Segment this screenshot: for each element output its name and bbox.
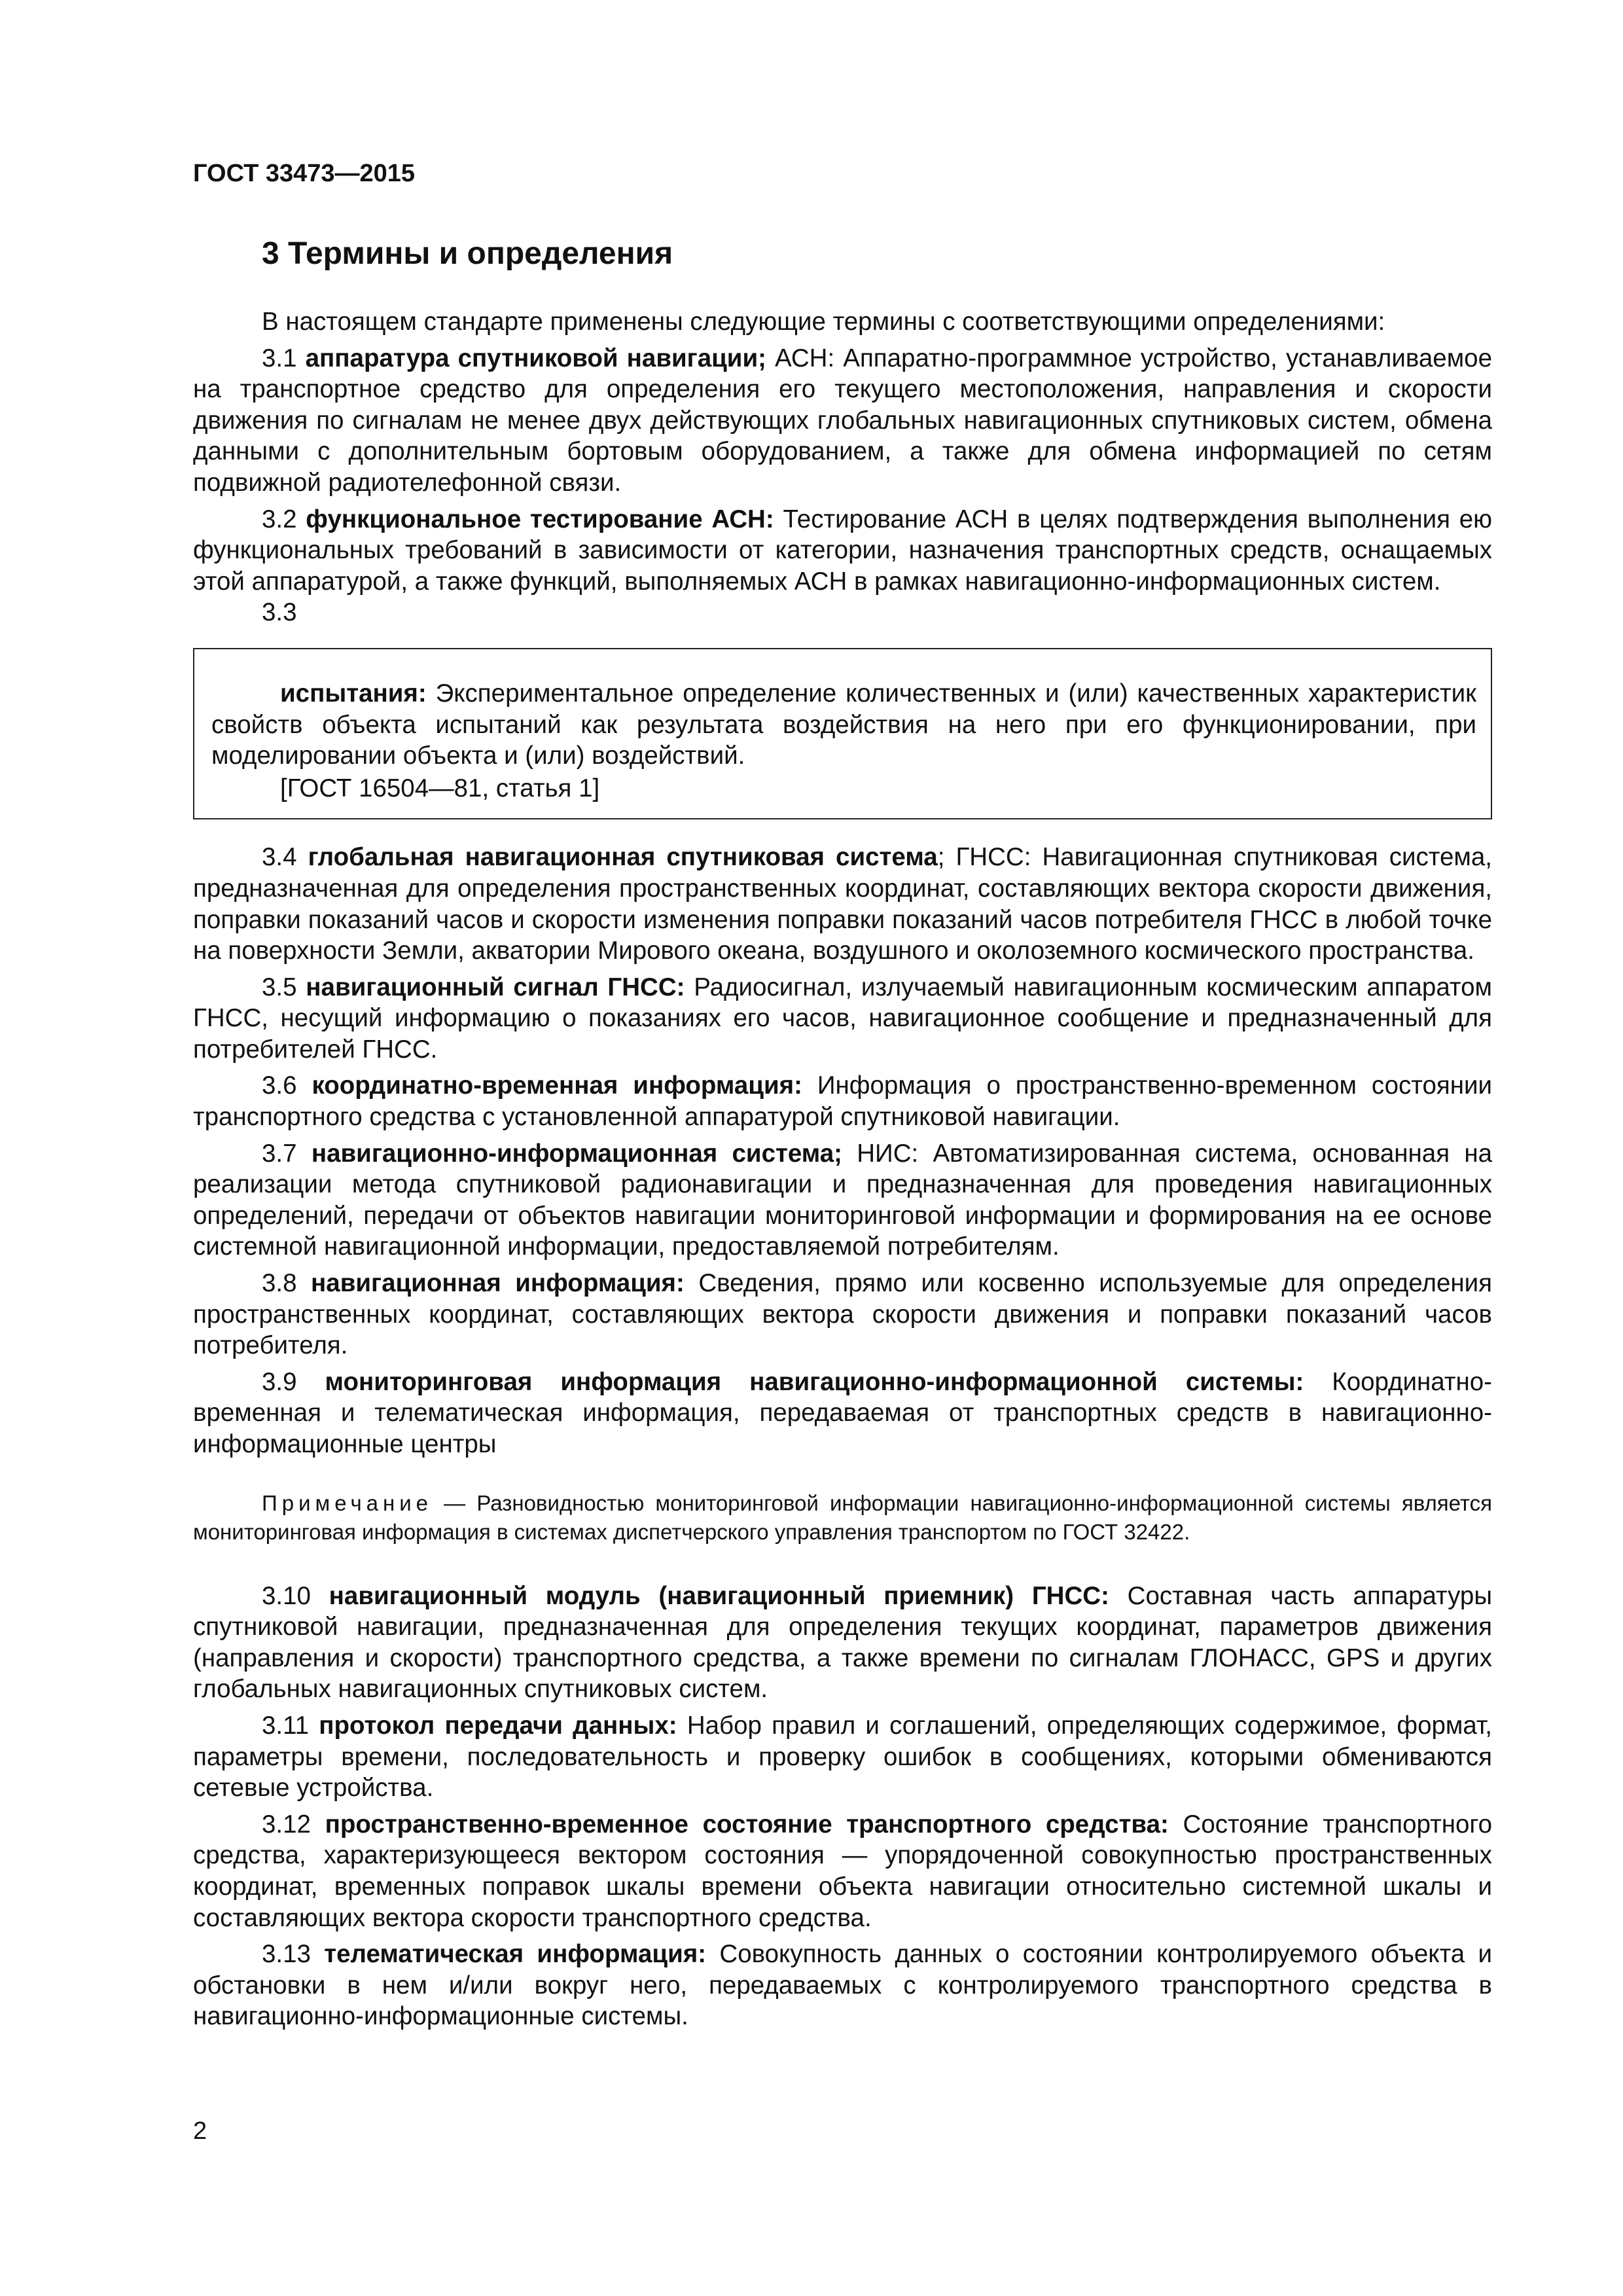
term-name: координатно-временная информация: xyxy=(312,1071,802,1100)
note-paragraph xyxy=(193,1489,1492,1547)
term-definition: ; ГНСС: Навигационная спутниковая система, предназначенная для определения пространственных координат, составляющих вектора скорости движения, поправки показаний часов и скорости изменения поправки показаний часов потребителя ГНСС в любой точке на поверхности Земли, акватории Мирового океана, воздушного и околоземного космического пространства. xyxy=(193,843,1493,965)
term-name: телематическая информация: xyxy=(324,1940,707,1969)
document-page xyxy=(193,157,1492,2037)
term-definition: Радиосигнал, излучаемый навигационным космическим аппаратом ГНСС, несущий информацию о показаниях его часов, навигационное сообщение и предназначенный для потребителей ГНСС. xyxy=(193,973,1492,1064)
term-definition: Состояние транспортного средства, характеризующееся вектором состояния — упорядоченной совокупностью пространственных координат, временных поправок шкалы времени объекта навигации относительно системной шкалы и составляющих вектора скорости транспортного средства. xyxy=(193,1810,1493,1932)
term-name: навигационный модуль (навигационный приемник) ГНСС: xyxy=(329,1581,1109,1610)
term-definition: Составная часть аппаратуры спутниковой навигации, предназначенная для определения текущих координат, параметров движения (направления и скорости) транспортного средства, а также времени по сигналам ГЛОНАСС, GPS и других глобальных навигационных спутниковых систем. xyxy=(193,1581,1493,1704)
term-number: 3.1 xyxy=(262,344,297,372)
term-number: 3.10 xyxy=(262,1581,311,1610)
term-definition: Совокупность данных о состоянии контролируемого объекта и обстановки в нем и/или вокруг него, передаваемых с контролируемого транспортного средства в навигационно-информационные системы. xyxy=(193,1940,1492,2031)
term-definition: Координатно-временная и телематическая информация, передаваемая от транспортных средств в навигационно-информационные центры xyxy=(193,1367,1492,1458)
term-name: навигационно-информационная система; xyxy=(311,1139,842,1168)
term-name: глобальная навигационная спутниковая система xyxy=(308,843,938,872)
term-3-1 xyxy=(193,343,1492,499)
term-name: протокол передачи данных: xyxy=(319,1711,677,1740)
term-3-9 xyxy=(193,1367,1492,1460)
term-name: аппаратура спутниковой навигации; xyxy=(305,344,766,372)
term-definition: Тестирование АСН в целях подтверждения выполнения ею функциональных требований в зависимости от категории, назначения транспортных средств, оснащаемых этой аппаратурой, а также функций, выполняемых АСН в рамках навигационно-информационных систем. xyxy=(193,505,1492,596)
term-definition: Набор правил и соглашений, определяющих содержимое, формат, параметры времени, последовательность и проверку ошибок в сообщениях, которыми обмениваются сетевые устройства. xyxy=(193,1711,1492,1803)
term-3-2 xyxy=(193,504,1492,598)
term-name: пространственно-временное состояние транспортного средства: xyxy=(325,1810,1169,1839)
term-definition: НИС: Автоматизированная система, основанная на реализации метода спутниковой радионавигации и предназначенная для проведения навигационных определений, передачи от объектов навигации мониторинговой информации и формирования на ее основе системной навигационной информации, предоставляемой потребителям. xyxy=(193,1139,1492,1261)
term-3-11 xyxy=(193,1710,1492,1804)
term-3-13 xyxy=(193,1939,1492,2032)
term-source-reference: [ГОСТ 16504—81, статья 1] xyxy=(280,774,600,802)
intro-paragraph: В настоящем стандарте применены следующие термины с соответствующими определениями: xyxy=(262,308,1385,336)
document-id-header: ГОСТ 33473—2015 xyxy=(193,160,416,187)
term-3-6 xyxy=(193,1070,1492,1132)
term-number: 3.4 xyxy=(262,843,297,872)
term-name: навигационная информация: xyxy=(311,1269,685,1298)
term-3-8 xyxy=(193,1268,1492,1361)
note-label: Примечание xyxy=(262,1490,433,1515)
term-3-7 xyxy=(193,1138,1492,1263)
term-name: испытания: xyxy=(280,679,427,708)
term-number: 3.12 xyxy=(262,1810,311,1839)
term-3-5 xyxy=(193,972,1492,1066)
term-number: 3.5 xyxy=(262,973,297,1001)
term-number: 3.6 xyxy=(262,1071,297,1100)
term-definition: Экспериментальное определение количественных и (или) качественных характеристик свойств объекта испытаний как результата воздействия на него при его функционировании, при моделировании объекта и (или) воздействий. xyxy=(211,679,1476,770)
term-name: мониторинговая информация навигационно-информационной системы: xyxy=(325,1367,1304,1396)
term-number: 3.9 xyxy=(262,1367,297,1396)
term-definition: Информация о пространственно-временном состоянии транспортного средства с установленной аппаратурой спутниковой навигации. xyxy=(193,1071,1493,1132)
term-definition: АСН: Аппаратно-программное устройство, устанавливаемое на транспортное средство для определения его текущего местоположения, направления и скорости движения по сигналам не менее двух действующих глобальных навигационных спутниковых систем, обмена данными с дополнительным бортовым оборудованием, а также для обмена информацией по сетям подвижной радиотелефонной связи. xyxy=(193,344,1492,497)
term-3-3 xyxy=(211,678,1476,772)
section-title: 3 Термины и определения xyxy=(262,236,673,271)
page-number: 2 xyxy=(193,2117,207,2145)
term-name: навигационный сигнал ГНСС: xyxy=(306,973,685,1001)
term-3-3-number: 3.3 xyxy=(262,598,297,627)
term-name: функциональное тестирование АСН: xyxy=(306,505,774,533)
term-number: 3.2 xyxy=(262,505,297,533)
note-text: — Разновидностью мониторинговой информации навигационно-информационной системы является мониторинговая информация в системах диспетчерского управления транспортом по ГОСТ 32422. xyxy=(193,1490,1493,1544)
quoted-term-box xyxy=(193,648,1492,819)
term-number: 3.13 xyxy=(262,1940,311,1969)
term-number: 3.11 xyxy=(262,1711,310,1740)
term-3-10 xyxy=(193,1581,1492,1705)
term-number: 3.8 xyxy=(262,1269,297,1298)
section-body xyxy=(193,306,1492,2032)
term-3-4 xyxy=(193,842,1492,966)
term-number: 3.7 xyxy=(262,1139,297,1168)
term-definition: Сведения, прямо или косвенно используемые для определения пространственных координат, составляющих вектора скорости движения и поправки показаний часов потребителя. xyxy=(193,1269,1492,1360)
term-3-12 xyxy=(193,1809,1492,1933)
